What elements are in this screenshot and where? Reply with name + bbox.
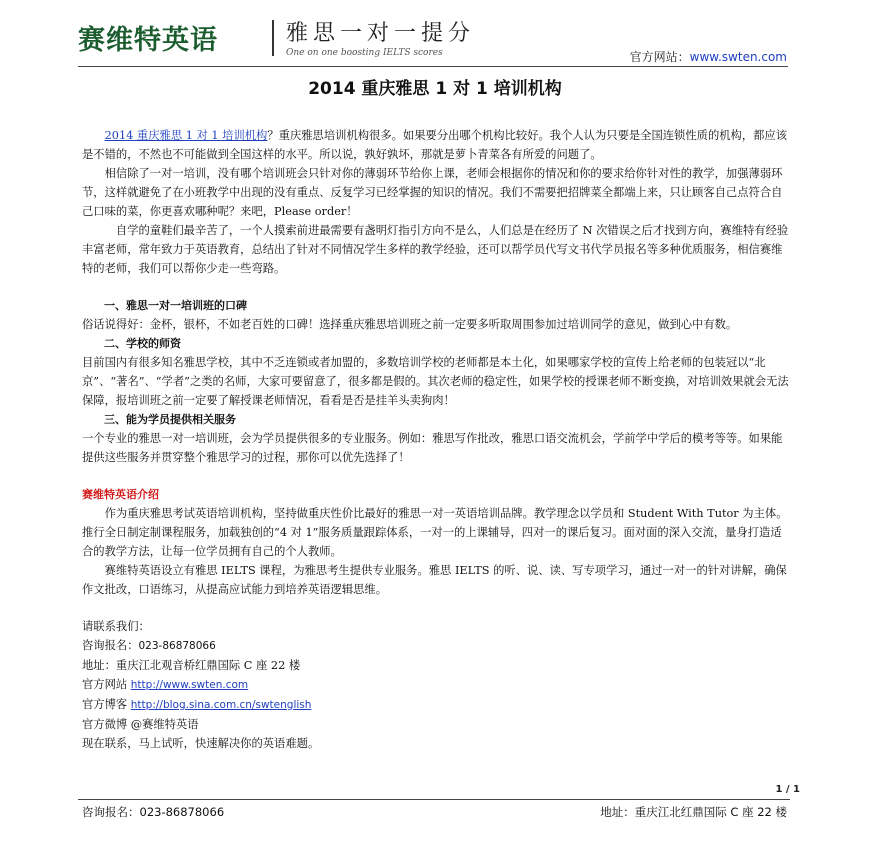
contact-weibo-handle: @赛维特英语 (130, 718, 199, 731)
page-header (0, 0, 870, 68)
contact-weibo-label: 官方微博 (82, 718, 131, 731)
intro-paragraph-1 (82, 126, 789, 164)
header-divider (272, 20, 274, 56)
header-website-label: 官方网站： (629, 50, 690, 64)
contact-closing: 现在联系，马上试听，快速解决你的英语难题。 (82, 737, 320, 750)
section-1-text: 俗话说得好：金杯，银杯，不如老百姓的口碑！选择重庆雅思培训班之前一定要多听取周围参加过培训同学的意见，做到心中有数。 (82, 318, 738, 331)
contact-weibo (82, 715, 789, 734)
intro-paragraph-3: 自学的童鞋们最辛苦了，一个人摸索前进最需要有盏明灯指引方向不是么，人们总是在经历了 N 次错误之后才找到方向，赛维特有经验丰富老师，常年致力于英语教育，总结出了针对不同情况学生多样的教学经验，还可以帮学员代写文书代学员报名等多种优质服务，相信赛维特的老师，我们可以帮你少走一些弯路。 (82, 224, 789, 275)
section-3-heading: 三、能为学员提供相关服务 (104, 413, 236, 426)
contact-website (82, 675, 789, 695)
document-title: 2014 重庆雅思 1 对 1 培训机构 (308, 79, 562, 99)
contact-address (82, 656, 789, 675)
section-1-heading: 一、雅思一对一培训班的口碑 (104, 299, 247, 312)
intro-paragraph-2: 相信除了一对一培训，没有哪个培训班会只针对你的薄弱环节给你上课，老师会根据你的情况和你的要求给你针对性的教学，加强薄弱环节，这样就避免了在小班教学中出现的没有重点、反复学习已经掌握的知识的情况。我们不需要把招牌菜全都端上来，只让顾客自己点符合自己口味的菜，你更喜欢哪种呢？来吧，Please order！ (82, 167, 783, 218)
contact-blog-link[interactable]: http://blog.sina.com.cn/swtenglish (130, 699, 312, 711)
spacer (82, 599, 789, 617)
intro-title-link[interactable]: 2014 重庆雅思 1 对 1 培训机构 (104, 129, 268, 142)
brand-logo: 赛维特英语 (78, 25, 218, 56)
about-heading: 赛维特英语介绍 (82, 488, 159, 501)
footer-rule (78, 799, 790, 800)
spacer (82, 467, 789, 485)
contact-blog (82, 695, 789, 715)
section-2-text: 目前国内有很多知名雅思学校，其中不乏连锁或者加盟的，多数培训学校的老师都是本土化，如果哪家学校的宣传上给老师的包装冠以“北京”、“著名”、“学者”之类的名师，大家可要留意了，很多都是假的。其次老师的稳定性，如果学校的授课老师不断变换，对培训效果就会无法保障，报培训班之前一定要了解授课老师情况，看看是否是挂羊头卖狗肉！ (82, 356, 789, 407)
contact-website-label: 官方网站 (82, 678, 131, 691)
contact-phone-label: 咨询报名： (82, 639, 139, 652)
intro-paragraph-1-text: ？重庆雅思培训机构很多。如果要分出哪个机构比较好。我个人认为只要是全国连锁性质的机构，都应该是不错的，不然也不可能做到全国这样的水平。所以说，孰好孰坏，那就是萝卜青菜各有所爱的问题了。 (82, 129, 788, 161)
header-slogan: 雅思一对一提分 (286, 21, 476, 46)
header-website-link[interactable]: www.swten.com (689, 50, 787, 64)
section-2-heading: 二、学校的师资 (104, 337, 181, 350)
contact-address-value: 重庆江北观音桥红鼎国际 C 座 22 楼 (115, 659, 301, 672)
about-paragraph-1: 作为重庆雅思考试英语培训机构，坚持做重庆性价比最好的雅思一对一英语培训品牌。教学理念以学员和 Student With Tutor 为主体。推行全日制定制课程服务，加载独创的“4 对 1”服务质量跟踪体系，一对一的上课辅导，四对一的课后复习。面对面的深入交流，量身打造适合的教学方法，让每一位学员拥有自己的个人教师。 (82, 507, 788, 558)
about-paragraph-2: 赛维特英语设立有雅思 IELTS 课程，为雅思考生提供专业服务。雅思 IELTS 的听、说、读、写专项学习，通过一对一的针对讲解，确保作文批改，口语练习，从提高应试能力到培养英语逻辑思维。 (82, 564, 787, 596)
spacer (82, 278, 789, 296)
contact-phone-number: 023-86878066 (138, 640, 216, 652)
document-body (82, 126, 789, 753)
header-slogan-english: One on one boosting IELTS scores (286, 48, 443, 58)
page-number: 1 / 1 (775, 784, 800, 795)
contact-phone (82, 636, 789, 656)
header-rule (78, 66, 788, 67)
section-3-text: 一个专业的雅思一对一培训班，会为学员提供很多的专业服务。例如：雅思写作批改，雅思口语交流机会，学前学中学后的模考等等。如果能提供这些服务并贯穿整个雅思学习的过程，那你可以优先选择了！ (82, 432, 783, 464)
contact-blog-label: 官方博客 (82, 698, 131, 711)
footer-address: 地址：重庆江北红鼎国际 C 座 22 楼 (600, 805, 787, 819)
contact-address-label: 地址： (82, 659, 116, 672)
header-website (630, 48, 787, 65)
contact-website-link[interactable]: http://www.swten.com (130, 679, 249, 691)
contact-lead: 请联系我们： (82, 620, 150, 633)
footer-phone: 咨询报名：023-86878066 (82, 805, 225, 819)
